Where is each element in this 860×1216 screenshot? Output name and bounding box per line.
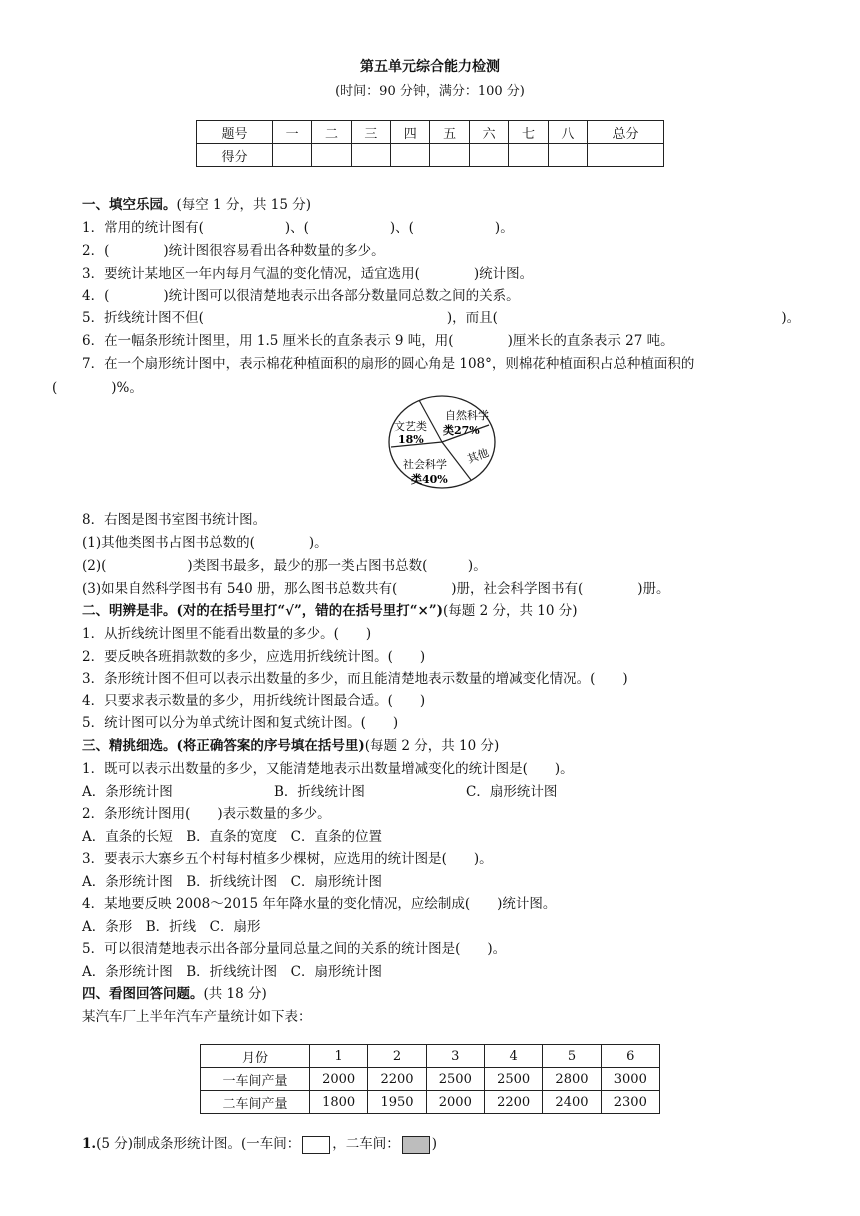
s1-q1: 1．常用的统计图有( )、( )、( )。 bbox=[82, 220, 514, 236]
production-row bbox=[201, 1068, 660, 1091]
score-cell: 五 bbox=[430, 121, 469, 144]
score-cell: 三 bbox=[351, 121, 390, 144]
production-table bbox=[200, 1044, 660, 1114]
table-cell: 2000 bbox=[426, 1091, 484, 1114]
section2-title-rest: (对的在括号里打“√”，错的在括号里打“×”) bbox=[176, 603, 444, 619]
score-blank[interactable] bbox=[588, 144, 664, 167]
table-cell: 2500 bbox=[484, 1068, 542, 1091]
s2-q1: 1．从折线统计图里不能看出数量的多少。( ) bbox=[82, 626, 372, 642]
s3-q1: 1．既可以表示出数量的多少，又能清楚地表示出数量增减变化的统计图是( )。 bbox=[82, 761, 574, 777]
page-subtitle: (时间：90 分钟，满分：100 分) bbox=[335, 84, 525, 99]
s3-q5: 5．可以很清楚地表示出各部分量同总量之间的关系的统计图是( )。 bbox=[82, 941, 507, 957]
score-table-header-row bbox=[197, 121, 664, 144]
score-blank[interactable] bbox=[351, 144, 390, 167]
row-label: 二车间产量 bbox=[201, 1091, 310, 1114]
header-cell: 6 bbox=[601, 1045, 659, 1068]
s1-q4: 4．( )统计图可以很清楚地表示出各部分数量同总数之间的关系。 bbox=[82, 288, 520, 304]
s3-q1-option-c: C．扇形统计图 bbox=[466, 784, 558, 800]
section4-points: (共 18 分) bbox=[203, 986, 267, 1002]
s2-q3: 3．条形统计图不但可以表示出数量的多少，而且能清楚地表示数量的增减变化情况。( ) bbox=[82, 671, 628, 687]
section2-title: 二、明辨是非。 bbox=[82, 603, 177, 619]
table-cell: 2500 bbox=[426, 1068, 484, 1091]
table-cell: 2000 bbox=[310, 1068, 368, 1091]
s1-q6: 6．在一幅条形统计图里，用 1.5 厘米长的直条表示 9 吨，用( )厘米长的直条表示 27 吨。 bbox=[82, 333, 674, 349]
section3-title-rest: (将正确答案的序号填在括号里) bbox=[176, 738, 365, 754]
score-blank[interactable] bbox=[272, 144, 311, 167]
s4-q1-end: ) bbox=[431, 1136, 438, 1152]
s3-q2: 2．条形统计图用( )表示数量的多少。 bbox=[82, 806, 331, 822]
score-cell: 一 bbox=[272, 121, 311, 144]
score-blank[interactable] bbox=[509, 144, 548, 167]
s1-q3: 3．要统计某地区一年内每月气温的变化情况，适宜选用( )统计图。 bbox=[82, 266, 534, 282]
s1-q8: 8．右图是图书室图书统计图。 bbox=[82, 512, 267, 528]
table-cell: 1950 bbox=[368, 1091, 426, 1114]
pie-svg bbox=[385, 392, 501, 492]
score-table bbox=[196, 120, 664, 167]
s3-q3: 3．要表示大寨乡五个村每村植多少棵树，应选用的统计图是( )。 bbox=[82, 851, 493, 867]
section3-title: 三、精挑细选。 bbox=[82, 738, 177, 754]
score-cell: 七 bbox=[509, 121, 548, 144]
score-cell: 八 bbox=[548, 121, 587, 144]
pie-label-qita: 其他 bbox=[465, 446, 491, 466]
score-cell: 总分 bbox=[588, 121, 664, 144]
section3-points: (每题 2 分，共 10 分) bbox=[364, 738, 500, 754]
page-title: 第五单元综合能力检测 bbox=[360, 59, 500, 75]
pie-label-wenyi: 文艺类 bbox=[394, 420, 427, 433]
score-cell: 二 bbox=[312, 121, 351, 144]
book-pie-chart bbox=[385, 392, 501, 492]
s4-q1 bbox=[82, 1132, 437, 1154]
header-cell: 5 bbox=[543, 1045, 601, 1068]
table-cell: 2200 bbox=[368, 1068, 426, 1091]
s4-q1-number: 1. bbox=[82, 1136, 97, 1152]
pie-label-shehui-pct: 类40% bbox=[411, 473, 448, 486]
section1-points: (每空 1 分，共 15 分) bbox=[176, 197, 311, 213]
s4-q1-text: (5 分)制成条形统计图。(一车间： bbox=[96, 1136, 301, 1152]
table-cell: 3000 bbox=[601, 1068, 659, 1091]
production-header-row bbox=[201, 1045, 660, 1068]
s2-q4: 4．只要求表示数量的多少，用折线统计图最合适。( ) bbox=[82, 693, 426, 709]
score-table-score-row bbox=[197, 144, 664, 167]
table-cell: 2400 bbox=[543, 1091, 601, 1114]
section3-heading bbox=[82, 734, 499, 754]
score-cell: 题号 bbox=[197, 121, 273, 144]
score-blank[interactable] bbox=[312, 144, 351, 167]
table-cell: 1800 bbox=[310, 1091, 368, 1114]
s3-q4-options: A．条形 B．折线 C．扇形 bbox=[82, 919, 261, 935]
header-cell: 月份 bbox=[201, 1045, 310, 1068]
s4-q1-mid: ，二车间： bbox=[332, 1136, 400, 1152]
score-label: 得分 bbox=[197, 144, 273, 167]
s3-q4: 4．某地要反映 2008～2015 年年降水量的变化情况，应绘制成( )统计图。 bbox=[82, 896, 557, 912]
s1-q7: 7．在一个扇形统计图中，表示棉花种植面积的扇形的圆心角是 108°，则棉花种植面积占总种植面积的 bbox=[82, 356, 695, 372]
s3-q1-option-b: B．折线统计图 bbox=[274, 784, 365, 800]
s3-q5-options: A．条形统计图 B．折线统计图 C．扇形统计图 bbox=[82, 964, 382, 980]
s3-q1-option-a: A．条形统计图 bbox=[82, 784, 173, 800]
header-cell: 1 bbox=[310, 1045, 368, 1068]
s1-q8-1: (1)其他类图书占图书总数的( )。 bbox=[82, 535, 328, 551]
header-cell: 4 bbox=[484, 1045, 542, 1068]
header-cell: 3 bbox=[426, 1045, 484, 1068]
s1-q8-3: (3)如果自然科学图书有 540 册，那么图书总数共有( )册，社会科学图书有( )册。 bbox=[82, 581, 670, 597]
s1-q7-blank: ( )%。 bbox=[52, 380, 143, 396]
workshop2-legend-swatch bbox=[402, 1136, 430, 1154]
header-cell: 2 bbox=[368, 1045, 426, 1068]
pie-label-ziran-pct: 类27% bbox=[443, 424, 480, 437]
score-blank[interactable] bbox=[430, 144, 469, 167]
s2-q5: 5．统计图可以分为单式统计图和复式统计图。( ) bbox=[82, 715, 399, 731]
section1-title: 一、填空乐园。 bbox=[82, 197, 177, 213]
section1-heading bbox=[82, 193, 311, 213]
table-cell: 2800 bbox=[543, 1068, 601, 1091]
s3-q3-options: A．条形统计图 B．折线统计图 C．扇形统计图 bbox=[82, 874, 382, 890]
s1-q2: 2．( )统计图很容易看出各种数量的多少。 bbox=[82, 243, 385, 259]
score-blank[interactable] bbox=[469, 144, 508, 167]
section4-title: 四、看图回答问题。 bbox=[82, 986, 204, 1002]
pie-label-shehui: 社会科学 bbox=[403, 458, 447, 471]
table-cell: 2200 bbox=[484, 1091, 542, 1114]
score-blank[interactable] bbox=[548, 144, 587, 167]
section2-heading bbox=[82, 599, 578, 619]
s3-q2-options: A．直条的长短 B．直条的宽度 C．直条的位置 bbox=[82, 829, 382, 845]
table-cell: 2300 bbox=[601, 1091, 659, 1114]
section2-points: (每题 2 分，共 10 分) bbox=[443, 603, 578, 619]
section4-heading bbox=[82, 982, 267, 1002]
s1-q5: 5．折线统计图不但( )，而且( )。 bbox=[82, 310, 801, 326]
s4-intro: 某汽车厂上半年汽车产量统计如下表： bbox=[82, 1009, 312, 1025]
score-blank[interactable] bbox=[391, 144, 430, 167]
score-cell: 四 bbox=[391, 121, 430, 144]
workshop1-legend-swatch bbox=[302, 1136, 330, 1154]
score-cell: 六 bbox=[469, 121, 508, 144]
pie-label-ziran: 自然科学 bbox=[445, 409, 489, 422]
s1-q8-2: (2)( )类图书最多，最少的那一类占图书总数( )。 bbox=[82, 558, 487, 574]
s2-q2: 2．要反映各班捐款数的多少，应选用折线统计图。( ) bbox=[82, 649, 426, 665]
row-label: 一车间产量 bbox=[201, 1068, 310, 1091]
pie-label-wenyi-pct: 18% bbox=[398, 433, 424, 446]
production-row bbox=[201, 1091, 660, 1114]
